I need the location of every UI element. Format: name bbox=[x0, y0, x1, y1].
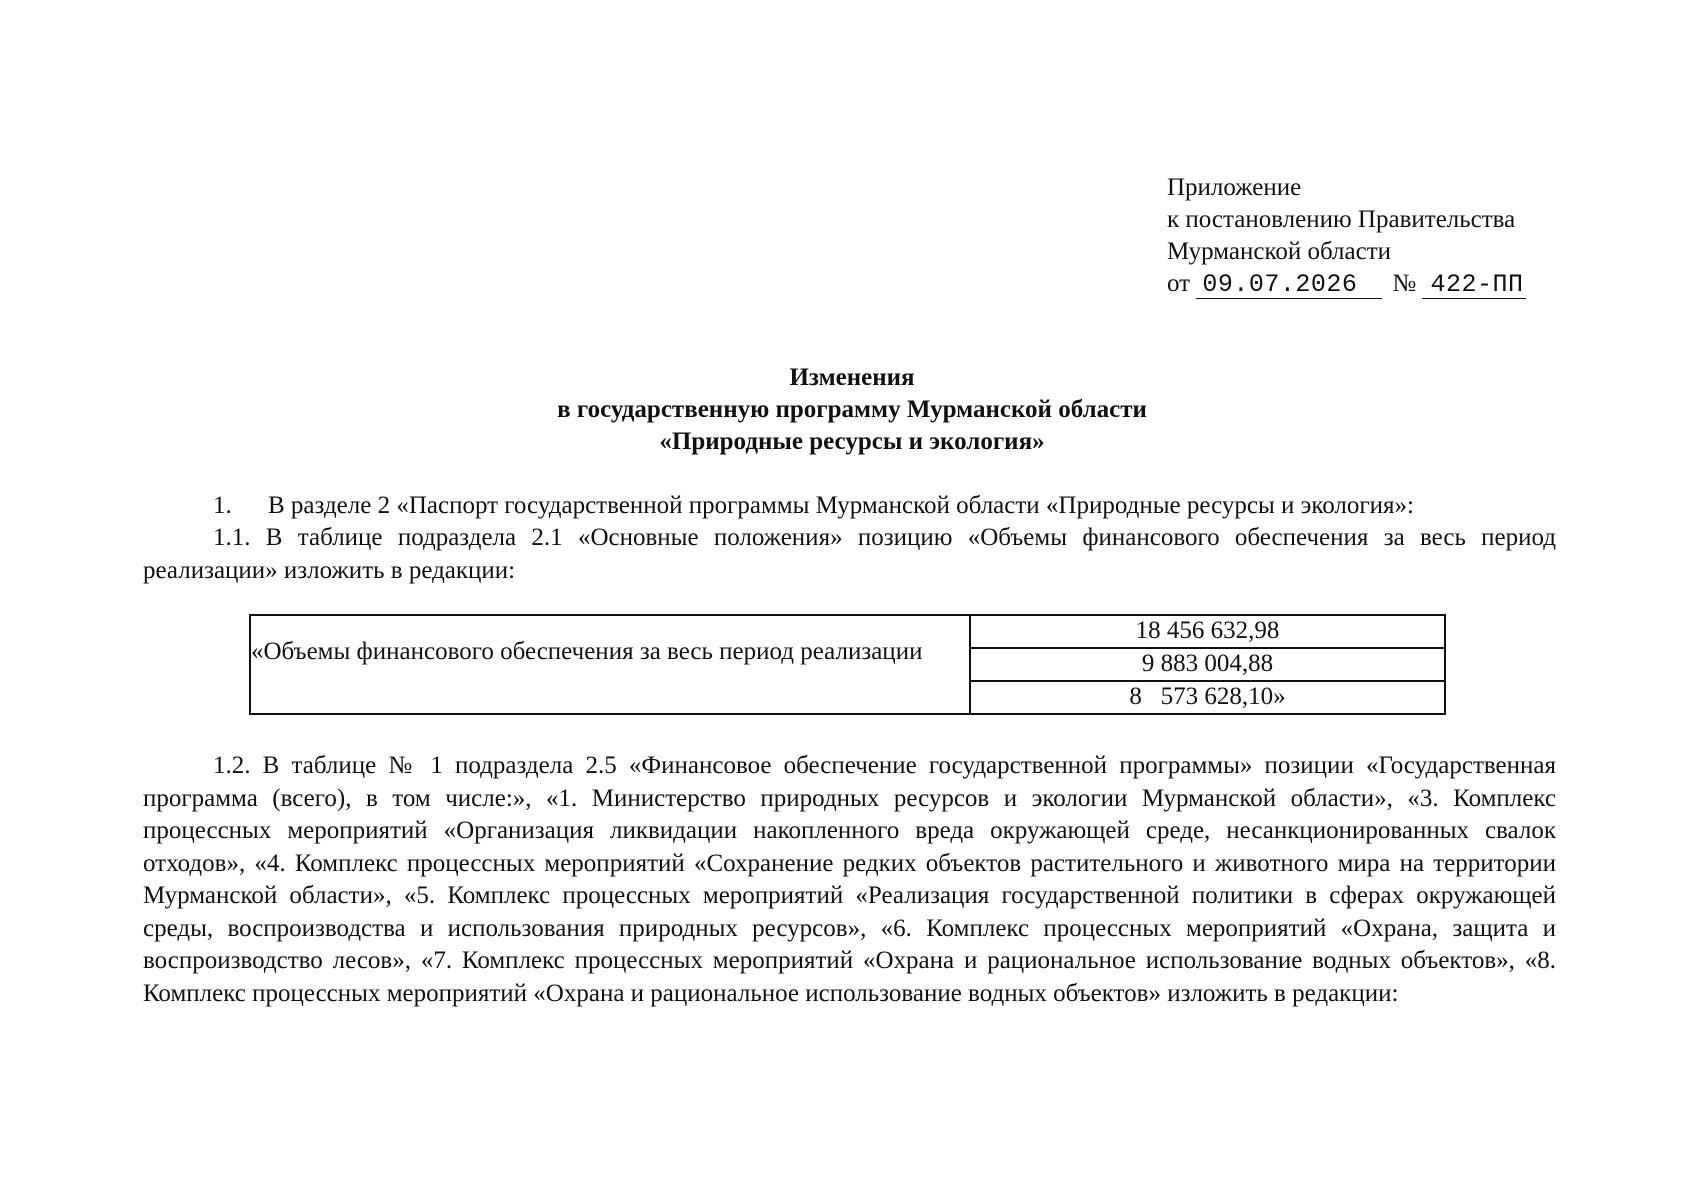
financing-table bbox=[249, 614, 1446, 715]
number-sign: № bbox=[1392, 270, 1417, 297]
appendix-date-line bbox=[1167, 268, 1526, 300]
appendix-heading: Приложение bbox=[1167, 174, 1302, 201]
appendix-region: Мурманской области bbox=[1167, 238, 1392, 265]
section-1-text: В разделе 2 «Паспорт государственной программы Мурманской области «Природные ресурсы и экология»: bbox=[268, 492, 1414, 519]
section-1-paragraph bbox=[143, 490, 1556, 523]
financing-federal-cell bbox=[971, 682, 1444, 713]
title-line-2: в государственную программу Мурманской области bbox=[557, 396, 1147, 423]
section-1-2-paragraph: 1.2. В таблице № 1 подраздела 2.5 «Финансовое обеспечение государственной программы» позиции «Государственная программа (всего), в том числе:», «1. Министерство природных ресурсов и экологии Мурманской области», «3. Комплекс процессных мероприятий «Организация ликвидации накопленного вреда окружающей среде, несанкционированных свалок отходов», «4. Комплекс процессных мероприятий «Сохранение редких объектов растительного и животного мира на территории Мурманской области», «5. Комплекс процессных мероприятий «Реализация государственной политики в сферах окружающей среды, воспроизводства и использования природных ресурсов», «6. Комплекс процессных мероприятий «Охрана, защита и воспроизводство лесов», «7. Комплекс процессных мероприятий «Охрана и рациональное использование водных объектов», «8. Комплекс процессных мероприятий «Охрана и рациональное использование водных объектов» изложить в редакции: bbox=[143, 752, 1556, 1007]
financing-total-value: 18 456 632,98 bbox=[1135, 617, 1280, 644]
title-line-1: Изменения bbox=[789, 364, 915, 391]
financing-federal-value: 8 573 628,10» bbox=[1129, 683, 1286, 710]
financing-label-cell: «Объемы финансового обеспечения за весь период реализации bbox=[251, 616, 971, 713]
document-date: 09.07.2026 bbox=[1196, 272, 1382, 299]
document-title bbox=[0, 362, 1704, 458]
appendix-reference: к постановлению Правительства bbox=[1167, 206, 1516, 233]
financing-regional-value: 9 883 004,88 bbox=[1141, 650, 1274, 677]
financing-values-column bbox=[971, 616, 1444, 713]
appendix-block bbox=[1167, 172, 1526, 300]
title-line-3: «Природные ресурсы и экология» bbox=[659, 428, 1045, 455]
financing-total-cell bbox=[971, 616, 1444, 649]
date-prefix: от bbox=[1167, 270, 1191, 297]
section-1-1-paragraph: 1.1. В таблице подраздела 2.1 «Основные положения» позицию «Объемы финансового обеспечения за весь период реализации» изложить в редакции: bbox=[143, 524, 1556, 584]
document-number: 422-ПП bbox=[1422, 272, 1526, 299]
financing-regional-cell bbox=[971, 649, 1444, 682]
section-1-number: 1. bbox=[213, 492, 232, 519]
